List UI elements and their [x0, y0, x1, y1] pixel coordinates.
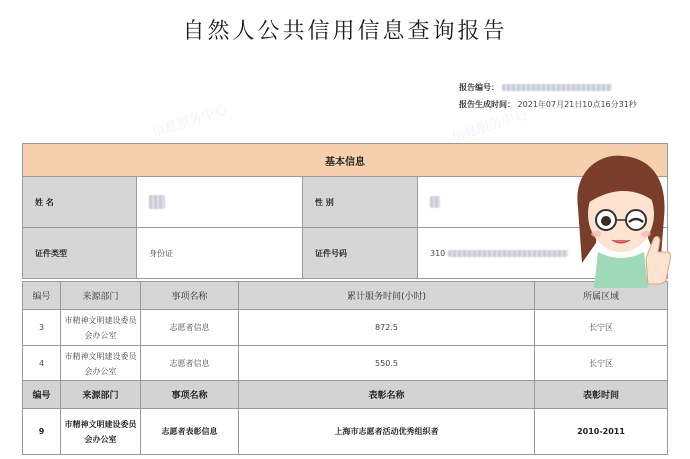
redacted-name [149, 195, 165, 209]
header-no: 编号 [23, 381, 61, 409]
redacted-id-number [448, 250, 568, 257]
report-time [459, 99, 637, 110]
watermark: 信息服务中心 [450, 107, 530, 146]
row-award-time: 2010-2011 [535, 409, 668, 455]
name-label: 姓 名 [23, 177, 137, 228]
row-no: 4 [23, 346, 61, 382]
row-dept: 市精神文明建设委员会办公室 [61, 409, 141, 455]
report-time-value: 2021年07月21日10点16分31秒 [517, 100, 637, 109]
id-number-label: 证件号码 [303, 228, 418, 279]
row-no: 9 [23, 409, 61, 455]
header-region: 所属区域 [535, 282, 668, 310]
report-title: 自然人公共信用信息查询报告 [182, 19, 508, 44]
name-value [137, 177, 303, 228]
header-award-time: 表彰时间 [535, 381, 668, 409]
report-number-label: 报告编号： [459, 83, 499, 92]
row-item: 志愿者信息 [141, 346, 239, 382]
service-hours-table [22, 281, 668, 382]
header-award: 表彰名称 [239, 381, 535, 409]
row-hours: 872.5 [239, 310, 535, 346]
header-dept: 来源部门 [61, 381, 141, 409]
basic-info-header: 基本信息 [23, 144, 668, 177]
table-row [23, 310, 668, 346]
table-row [23, 409, 668, 455]
row-dept: 市精神文明建设委员会办公室 [61, 346, 141, 382]
report-number [459, 82, 612, 93]
header-item: 事项名称 [141, 381, 239, 409]
award-table [22, 380, 668, 455]
row-item: 志愿者表彰信息 [141, 409, 239, 455]
id-type-label: 证件类型 [23, 228, 137, 279]
header-no: 编号 [23, 282, 61, 310]
id-type-value: 身份证 [137, 228, 303, 279]
redacted-report-number [502, 84, 612, 91]
redacted-gender [430, 196, 440, 208]
id-number-prefix: 310 [430, 248, 446, 258]
row-no: 3 [23, 310, 61, 346]
row-region: 长宁区 [535, 346, 668, 382]
row-dept: 市精神文明建设委员会办公室 [61, 310, 141, 346]
row-award: 上海市志愿者活动优秀组织者 [239, 409, 535, 455]
row-region: 长宁区 [535, 310, 668, 346]
header-hours: 累计服务时间(小时) [239, 282, 535, 310]
gender-label: 性 别 [303, 177, 418, 228]
row-item: 志愿者信息 [141, 310, 239, 346]
header-item: 事项名称 [141, 282, 239, 310]
table-row [23, 346, 668, 382]
row-hours: 550.5 [239, 346, 535, 382]
watermark: 信息服务中心 [150, 102, 230, 141]
header-dept: 来源部门 [61, 282, 141, 310]
avatar-thumbs-up-icon [568, 148, 674, 288]
report-time-label: 报告生成时间： [459, 100, 515, 109]
